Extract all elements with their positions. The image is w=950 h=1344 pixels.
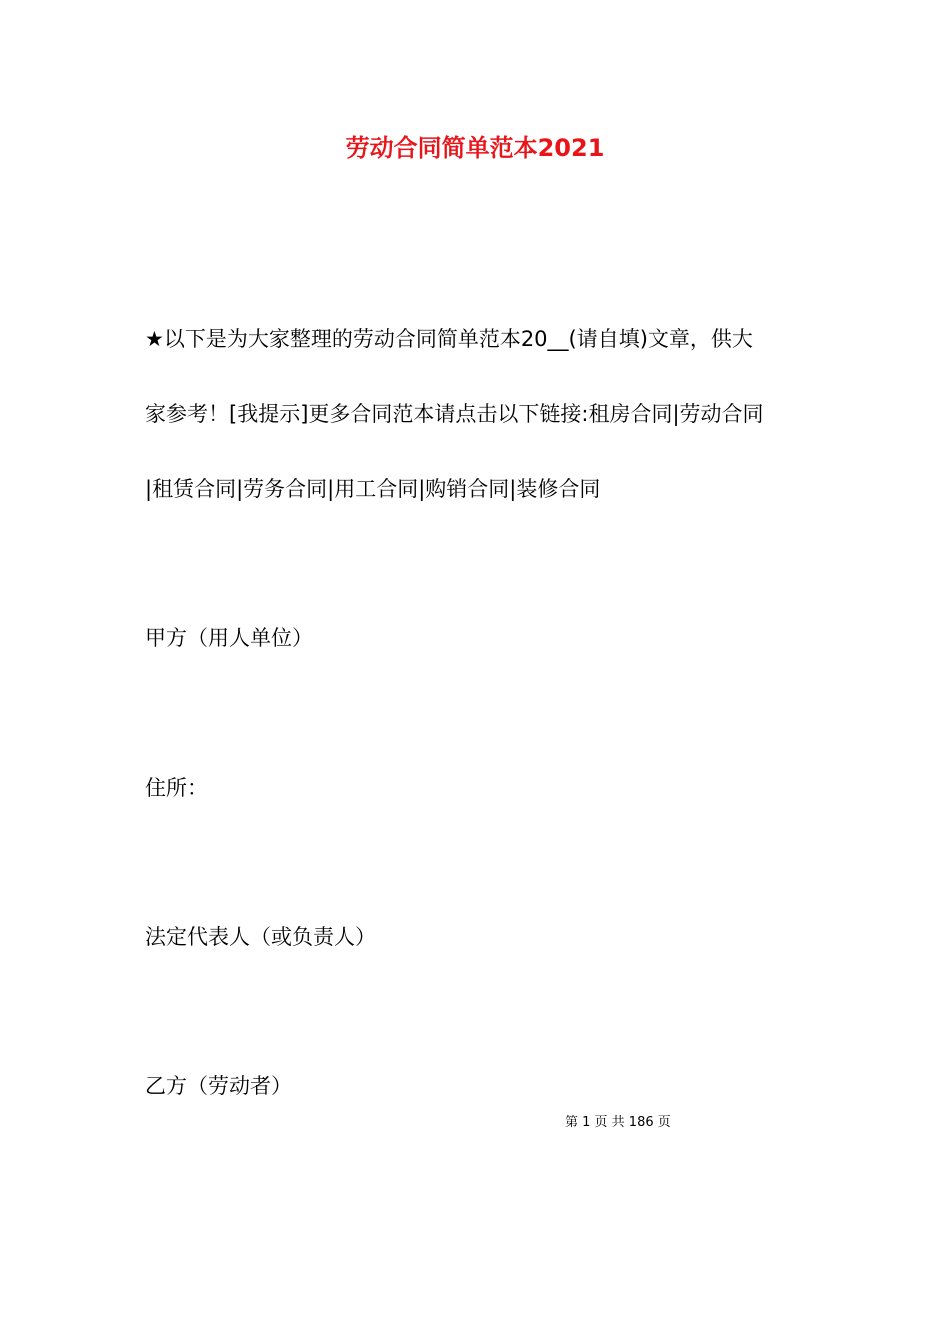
legal-representative-label: 法定代表人（或负责人） (145, 925, 376, 949)
intro-line-3: |租赁合同|劳务合同|用工合同|购销合同|装修合同 (145, 477, 601, 501)
party-a-label: 甲方（用人单位） (145, 626, 313, 650)
address-label: 住所： (145, 776, 208, 800)
document-title: 劳动合同简单范本2021 (345, 134, 605, 162)
party-b-label: 乙方（劳动者） (145, 1074, 292, 1098)
intro-paragraph (145, 320, 815, 545)
intro-line-1: ★以下是为大家整理的劳动合同简单范本20__(请自填)文章，供大 (145, 327, 753, 351)
intro-line-2: 家参考！[我提示]更多合同范本请点击以下链接:租房合同|劳动合同 (145, 402, 764, 426)
page-number-footer: 第 1 页 共 186 页 (565, 1115, 671, 1130)
